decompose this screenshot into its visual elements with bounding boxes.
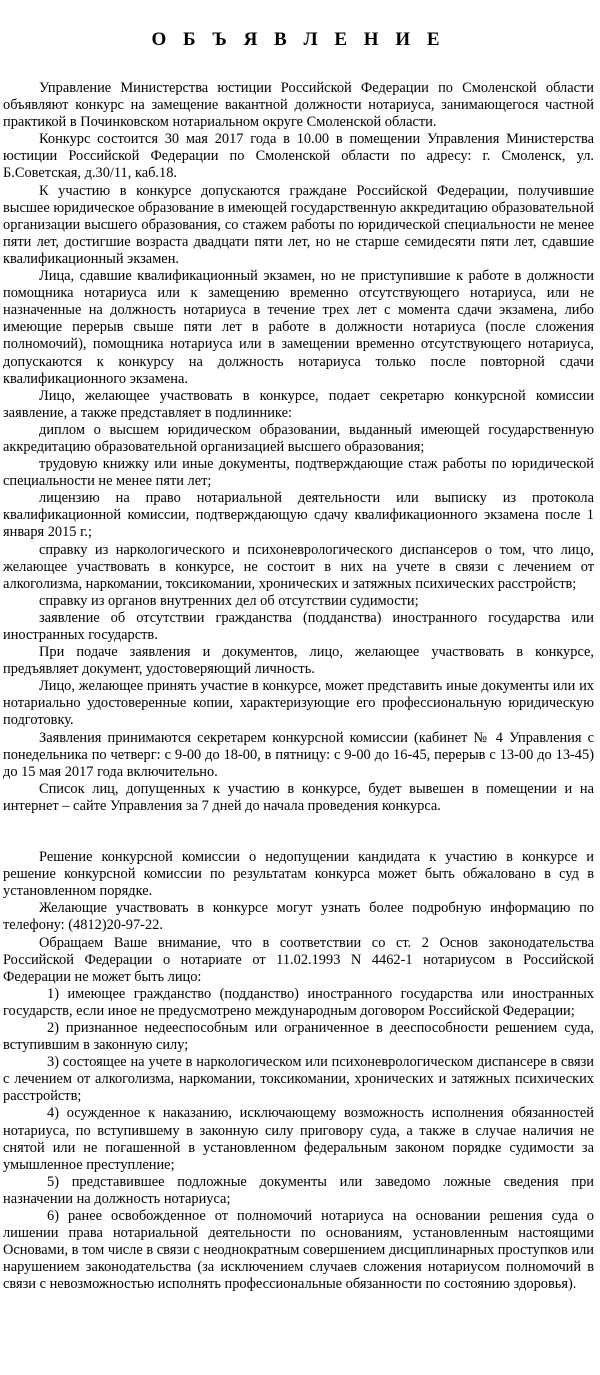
restriction-item-6: 6) ранее освобожденное от полномочий нотариуса на основании решения суда о лишении права нотариальной деятельности по основаниям, установленным настоящими Основами, в том числе в связи с неоднократным совершением дисциплинарных проступков или нарушением законодательства (за исключением случаев сложения нотариусом полномочий в связи с невозможностью исполнять профессиональные обязанности по состоянию здоровья). xyxy=(3,1208,594,1293)
paragraph-reexam: Лица, сдавшие квалификационный экзамен, но не приступившие к работе в должности помощника нотариуса или к замещению временно отсутствующего нотариуса, или не назначенные на должность нотариуса в течение трех лет с момента сдачи экзамена, либо имеющие перерыв свыше пяти лет в работе в должности нотариуса (после сложения полномочий), помощника нотариуса или в замещении временно отсутствующего нотариуса, допускаются к конкурсу на должность нотариуса только после повторной сдачи квалификационного экзамена. xyxy=(3,268,594,387)
document-diploma: диплом о высшем юридическом образовании, выданный имеющей государственную аккредитацию образовательной организацией высшего образования; xyxy=(3,421,594,455)
paragraph-application-hours: Заявления принимаются секретарем конкурсной комиссии (кабинет № 4 Управления с понедельника по четверг: с 9-00 до 18-00, в пятницу: с 9-00 до 16-45, перерыв с 13-00 до 13-45) до 15 мая 2017 года включительно. xyxy=(3,729,594,780)
paragraph-eligibility: К участию в конкурсе допускаются граждане Российской Федерации, получившие высшее юридическое образование в имеющей государственную аккредитацию образовательной организации высшего образования, со стажем работы по юридической специальности не менее пяти лет, достигшие возраста двадцати пяти лет, но не старше семидесяти пяти лет, сдавшие квалификационный экзамен. xyxy=(3,182,594,267)
page-title: О Б Ъ Я В Л Е Н И Е xyxy=(151,29,446,50)
document-license: лицензию на право нотариальной деятельности или выписку из протокола квалификационной комиссии, подтверждающую сдачу квалификационного экзамена после 1 января 2015 г.; xyxy=(3,490,594,541)
paragraph-identity: При подаче заявления и документов, лицо, желающее участвовать в конкурсе, предъявляет документ, удостоверяющий личность. xyxy=(3,644,594,678)
document-medical-certificate: справку из наркологического и психоневрологического диспансеров о том, что лицо, желающее участвовать в конкурсе, не состоит в них на учете в связи с лечением от алкоголизма, наркомании, токсикомании, хронических и затяжных психических расстройств; xyxy=(3,541,594,592)
restriction-item-3: 3) состоящее на учете в наркологическом или психоневрологическом диспансере в связи с лечением от алкоголизма, наркомании, токсикомании, хронических и затяжных психических расстройств; xyxy=(3,1054,594,1105)
paragraph-intro: Управление Министерства юстиции Российской Федерации по Смоленской области объявляют конкурс на замещение вакантной должности нотариуса, занимающегося частной практикой в Починковском нотариальном округе Смоленской области. xyxy=(3,80,594,131)
document-criminal-record: справку из органов внутренних дел об отсутствии судимости; xyxy=(39,592,419,609)
restriction-item-5: 5) представившее подложные документы или заведомо ложные сведения при назначении на должность нотариуса; xyxy=(3,1173,594,1207)
document-workbook: трудовую книжку или иные документы, подтверждающие стаж работы по юридической специальности не менее пяти лет; xyxy=(3,456,594,490)
paragraph-candidate-list: Список лиц, допущенных к участию в конкурсе, будет вывешен в помещении и на интернет – сайте Управления за 7 дней до начала проведения конкурса. xyxy=(3,780,594,814)
paragraph-appeal: Решение конкурсной комиссии о недопущении кандидата к участию в конкурсе и решение конкурсной комиссии по результатам конкурса может быть обжаловано в суд в установленном порядке. xyxy=(3,849,594,900)
paragraph-date-location: Конкурс состоится 30 мая 2017 года в 10.00 в помещении Управления Министерства юстиции Российской Федерации по Смоленской области по адресу: г. Смоленск, ул. Б.Советская, д.30/11, каб.18. xyxy=(3,131,594,182)
restriction-item-1: 1) имеющее гражданство (подданство) иностранного государства или иностранных государств, если иное не предусмотрено международным договором Российской Федерации; xyxy=(3,985,594,1019)
restriction-item-2: 2) признанное недееспособным или ограниченное в дееспособности решением суда, вступившим в законную силу; xyxy=(3,1019,594,1054)
restriction-item-4: 4) осужденное к наказанию, исключающему возможность исполнения обязанностей нотариуса, по вступившему в законную силу приговору суда, а также в случае наличия не снятой или не погашенной в установленном федеральным законом порядке судимости за умышленное преступление; xyxy=(3,1105,594,1173)
paragraph-phone: Желающие участвовать в конкурсе могут узнать более подробную информацию по телефону: (4812)20-97-22. xyxy=(3,900,594,934)
section-gap xyxy=(3,815,594,849)
paragraph-other-documents: Лицо, желающее принять участие в конкурсе, может представить иные документы или их нотариально удостоверенные копии, характеризующие его профессиональную юридическую подготовку. xyxy=(3,678,594,729)
document-citizenship-statement: заявление об отсутствии гражданства (подданства) иностранного государства или иностранных государств. xyxy=(3,609,594,643)
paragraph-restrictions-intro: Обращаем Ваше внимание, что в соответствии со ст. 2 Основ законодательства Российской Федерации о нотариате от 11.02.1993 N 4462-1 нотариусом в Российской Федерации не может быть лицо: xyxy=(3,934,594,985)
paragraph-documents-intro: Лицо, желающее участвовать в конкурсе, подает секретарю конкурсной комиссии заявление, а также представляет в подлиннике: xyxy=(3,387,594,421)
